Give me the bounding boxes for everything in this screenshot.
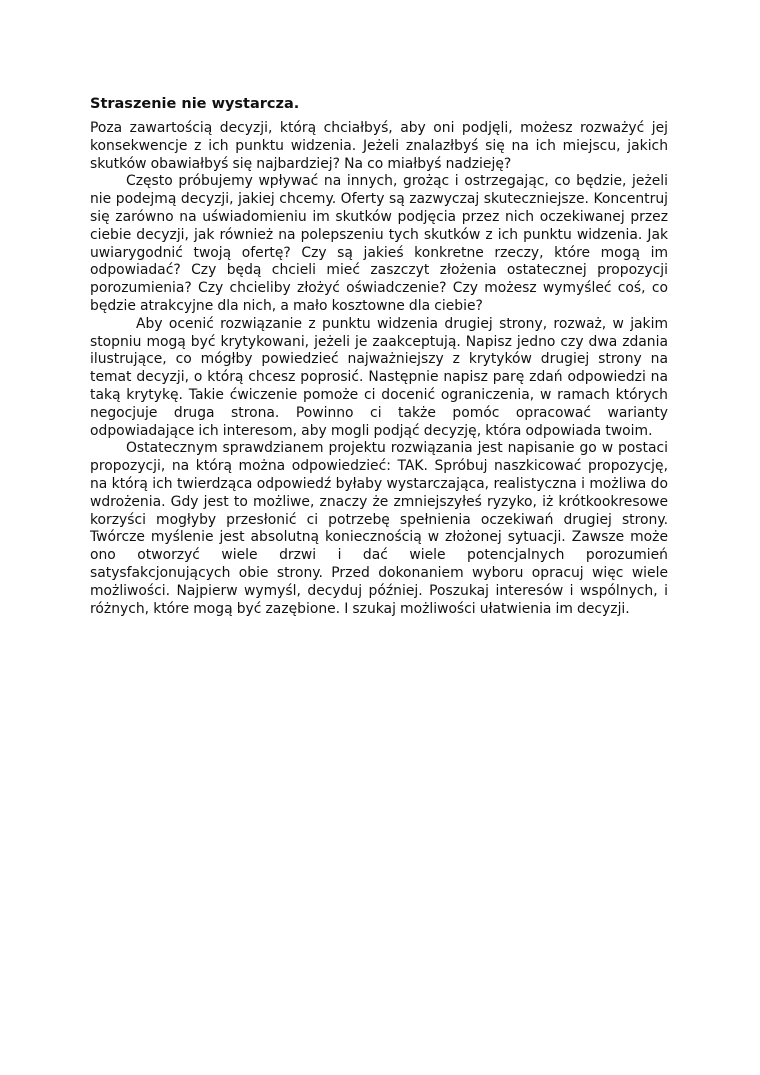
page-title: Straszenie nie wystarcza. (90, 96, 300, 112)
paragraph-1: Poza zawartością decyzji, którą chciałbyś, aby oni podjęli, możesz rozważyć jej konsekwencje z ich punktu widzenia. Jeżeli znalazłbyś się na ich miejscu, jakich skutków obawiałbyś się najbardziej? Na co miałbyś nadzieję? (90, 120, 668, 172)
document-page (90, 94, 668, 618)
paragraph-2: Często próbujemy wpływać na innych, grożąc i ostrzegając, co będzie, jeżeli nie podejmą decyzji, jakiej chcemy. Oferty są zazwyczaj skuteczniejsze. Koncentruj się zarówno na uświadomieniu im skutków podjęcia przez nich oczekiwanej przez ciebie decyzji, jak również na polepszeniu tych skutków z ich punktu widzenia. Jak uwiarygodnić twoją ofertę? Czy są jakieś konkretne rzeczy, które mogą im odpowiadać? Czy będą chcieli mieć zaszczyt złożenia ostatecznej propozycji porozumienia? Czy chcieliby złożyć oświadczenie? Czy możesz wymyśleć coś, co będzie atrakcyjne dla nich, a mało kosztowne dla ciebie? (90, 173, 668, 314)
paragraph-3: Aby ocenić rozwiązanie z punktu widzenia drugiej strony, rozważ, w jakim stopniu mogą być krytykowani, jeżeli je zaakceptują. Napisz jedno czy dwa zdania ilustrujące, co mógłby powiedzieć najważniejszy z krytyków drugiej strony na temat decyzji, o którą chcesz poprosić. Następnie napisz parę zdań odpowiedzi na taką krytykę. Takie ćwiczenie pomoże ci docenić ograniczenia, w ramach których negocjuje druga strona. Powinno ci także pomóc opracować warianty odpowiadające ich interesom, aby mogli podjąć decyzję, która odpowiada twoim. (90, 315, 668, 439)
paragraph-4: Ostatecznym sprawdzianem projektu rozwiązania jest napisanie go w postaci propozycji, na którą można odpowiedzieć: TAK. Spróbuj naszkicować propozycję, na którą ich twierdząca odpowiedź byłaby wystarczająca, realistyczna i możliwa do wdrożenia. Gdy jest to możliwe, znaczy że zmniejszyłeś ryzyko, iż krótkookresowe korzyści mogłyby przesłonić ci potrzebę spełnienia oczekiwań drugiej strony. Twórcze myślenie jest absolutną koniecznością w złożonej sytuacji. Zawsze może ono otworzyć wiele drzwi i dać wiele potencjalnych porozumień satysfakcjonujących obie strony. Przed dokonaniem wyboru opracuj więc wiele możliwości. Najpierw wymyśl, decyduj później. Poszukaj interesów i wspólnych, i różnych, które mogą być zazębione. I szukaj możliwości ułatwienia im decyzji. (90, 440, 668, 617)
